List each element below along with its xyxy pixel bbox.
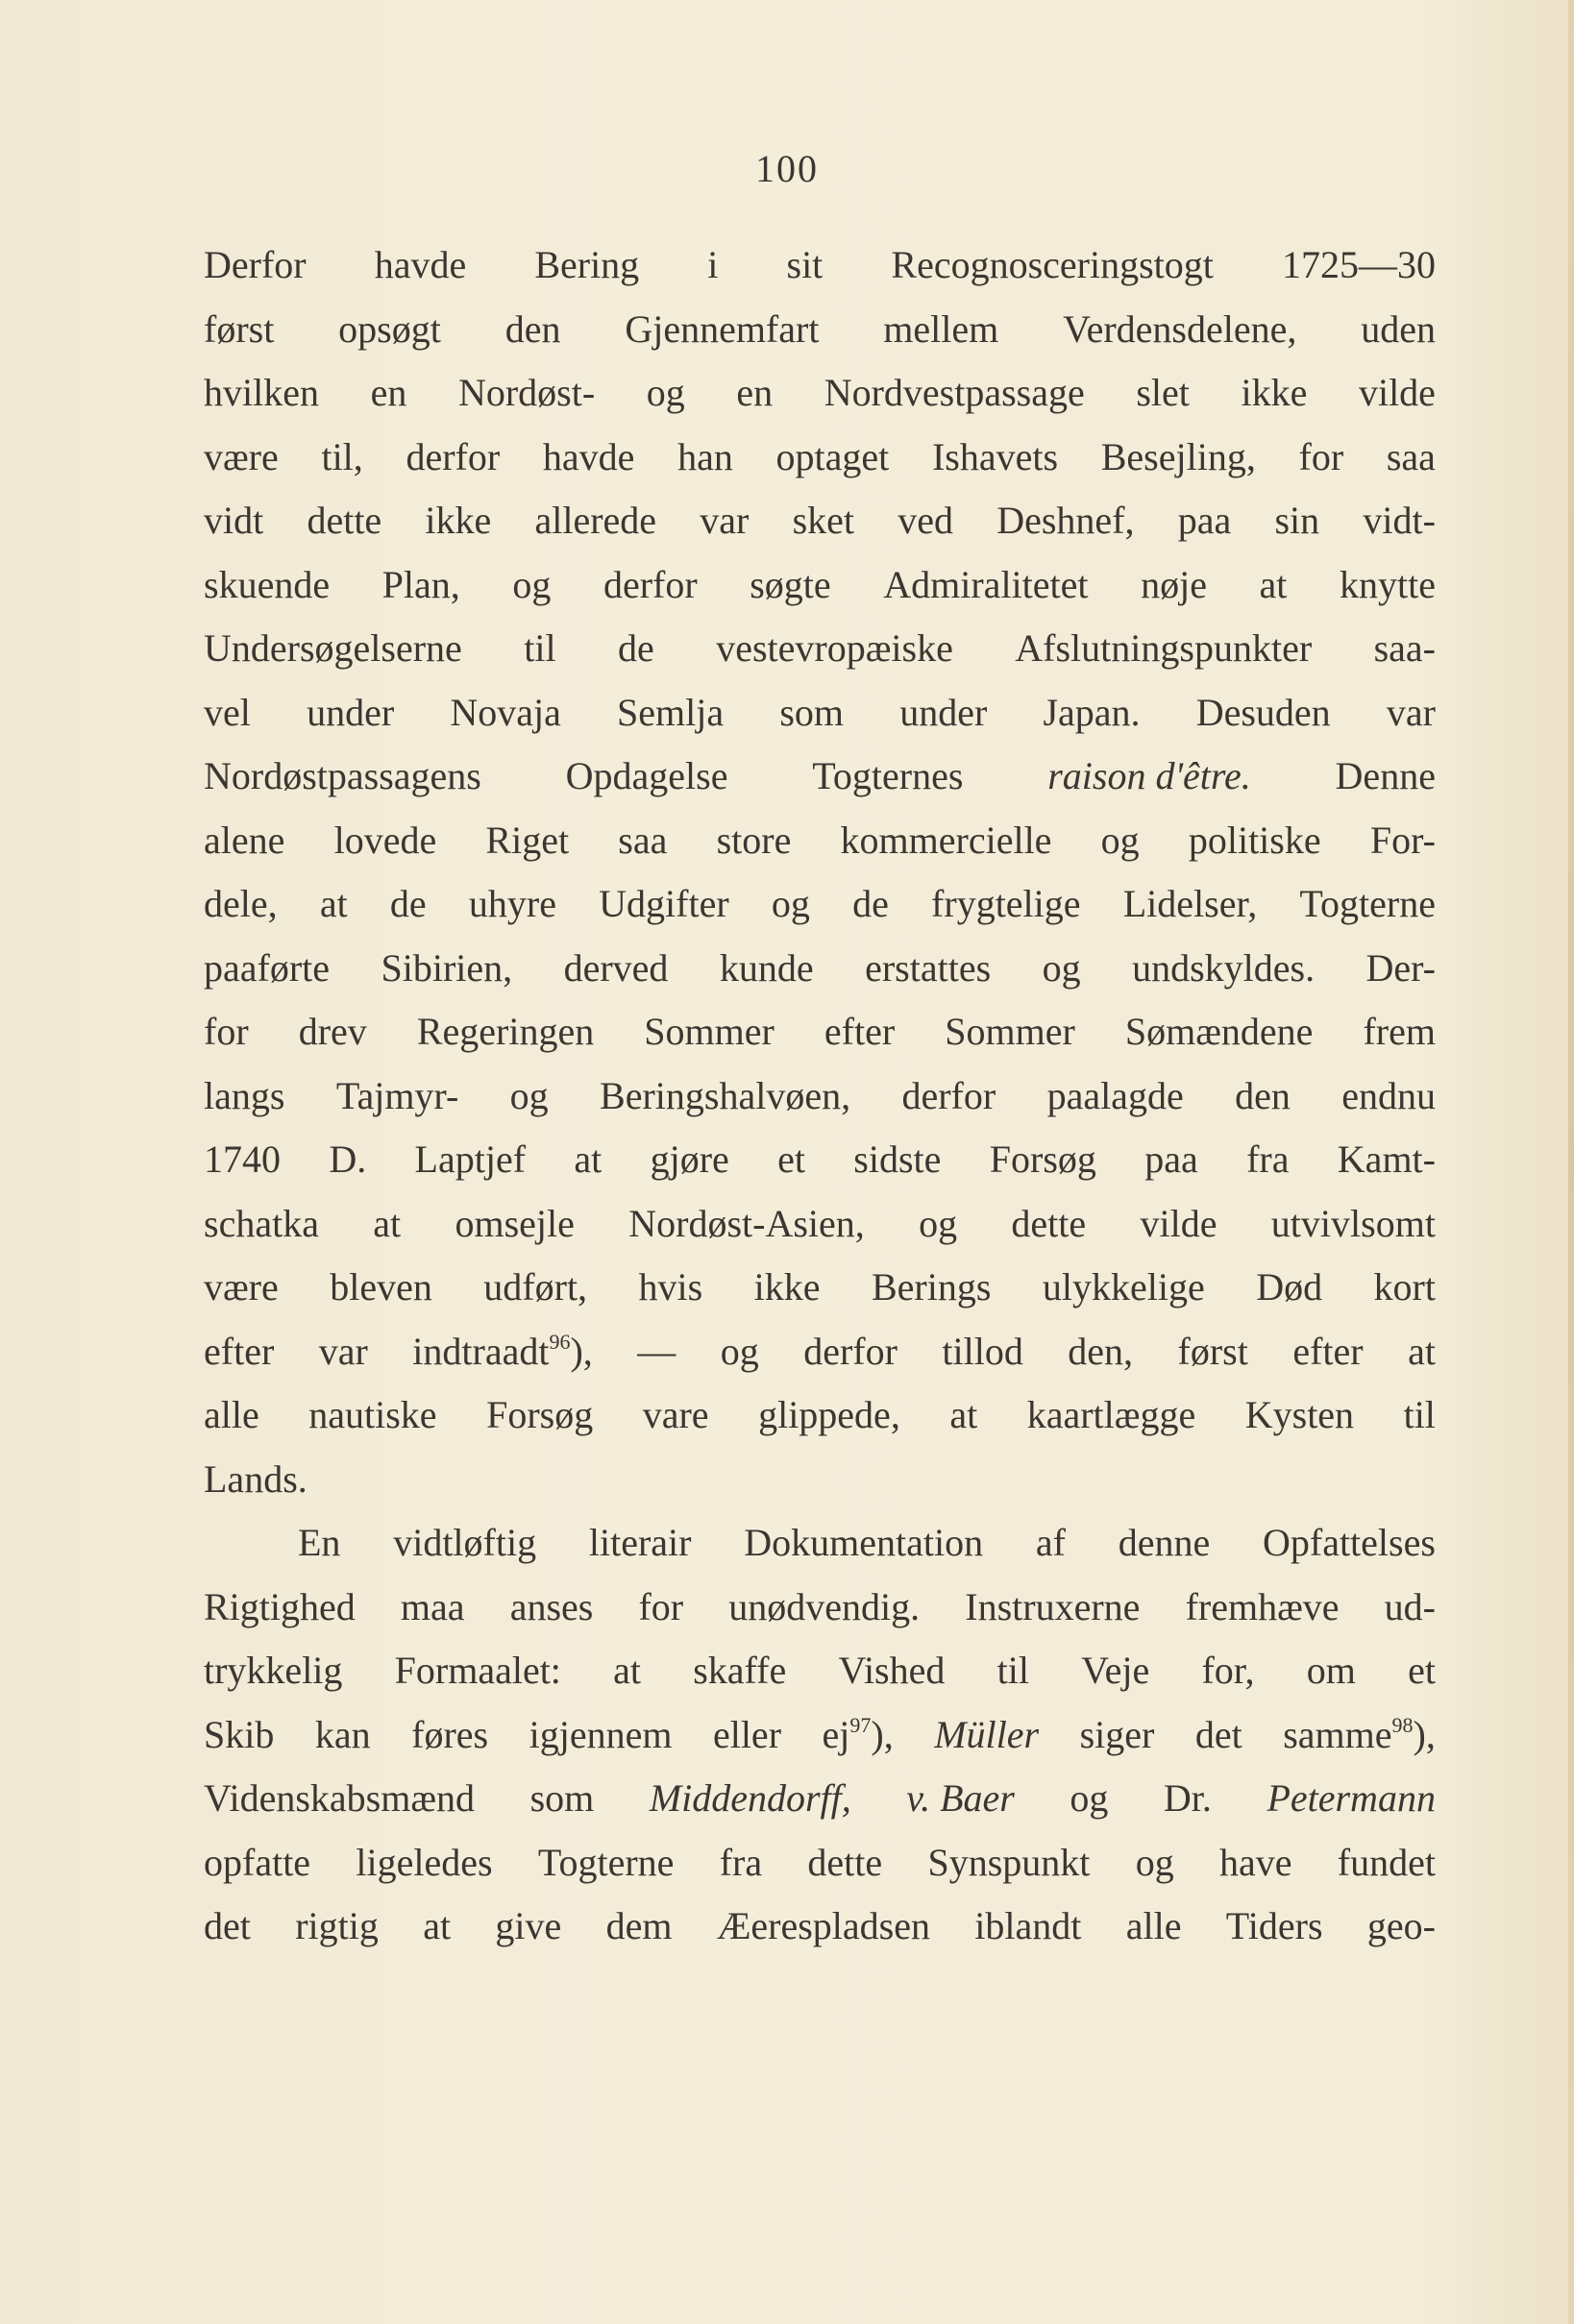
text-line: være til, derfor havde han optaget Ishavets Besejling, for saa: [204, 434, 1436, 478]
text-line: Nordøstpassagens Opdagelse Togternes raison d'être. Denne: [204, 745, 1436, 809]
text-line: alle nautiske Forsøg vare glippede, at kaartlægge Kysten til: [204, 1393, 1436, 1436]
text-line: vidt dette ikke allerede var sket ved Deshnef, paa sin vidt-: [204, 499, 1436, 542]
text-line: Rigtighed maa anses for unødvendig. Instruxerne fremhæve ud-: [204, 1584, 1436, 1628]
text-line: være bleven udført, hvis ikke Berings ulykkelige Død kort: [204, 1265, 1436, 1309]
text-line: trykkelig Formaalet: at skaffe Vished til Veje for, om et: [204, 1649, 1436, 1692]
text-line: vel under Novaja Semlja som under Japan. Desuden var: [204, 690, 1436, 734]
text-line: 1740 D. Laptjef at gjøre et sidste Forsøg paa fra Kamt-: [204, 1138, 1436, 1181]
italic-name: Müller: [934, 1712, 1040, 1756]
text-line: først opsøgt den Gjennemfart mellem Verdensdelene, uden: [204, 306, 1436, 351]
text-line: langs Tajmyr- og Beringshalvøen, derfor paalagde den endnu: [204, 1073, 1436, 1117]
footnote-ref: 97: [849, 1712, 872, 1737]
footnote-ref: 98: [1391, 1712, 1414, 1737]
text-line: Skib kan føres igjennem eller $ej^{97}$), Müller siger det samme$^{98}$),: [204, 1703, 1436, 1768]
text-line: Videnskabsmænd som Middendorff, v. Baer og Dr. Petermann: [204, 1767, 1436, 1831]
body-text: [204, 233, 1436, 1959]
footnote-ref: 96: [549, 1329, 571, 1354]
text-line: alene lovede Riget saa store kommercielle og politiske For-: [204, 818, 1436, 862]
text-line: Lands.: [204, 1456, 307, 1501]
text-line: det rigtig at give dem Æerespladsen iblandt alle Tiders geo-: [204, 1904, 1436, 1947]
text-line: En vidtløftig literair Dokumentation af denne Opfattelses: [298, 1521, 1436, 1564]
text-line: for drev Regeringen Sommer efter Sommer Sømændene frem: [204, 1010, 1436, 1053]
text-line: efter var indtraadt$^{96}$), — og derfor tillod den, først efter at: [204, 1329, 1436, 1373]
text-line: opfatte ligeledes Togterne fra dette Synspunkt og have fundet: [204, 1840, 1436, 1884]
page-number: 100: [755, 147, 819, 190]
text-line: Derfor havde Bering i sit Recognosceringstogt 1725—30: [204, 243, 1436, 286]
text-line: skuende Plan, og derfor søgte Admiralitetet nøje at knytte: [204, 562, 1436, 606]
italic-name: v. Baer: [906, 1776, 1015, 1820]
text-line: dele, at de uhyre Udgifter og de frygtelige Lidelser, Togterne: [204, 882, 1436, 925]
text-line: hvilken en Nordøst- og en Nordvestpassage slet ikke vilde: [204, 371, 1436, 414]
text-line: Undersøgelserne til de vestevropæiske Afslutningspunkter saa-: [204, 626, 1436, 670]
text-line: paaførte Sibirien, derved kunde erstattes og undskyldes. Der-: [204, 945, 1436, 990]
italic-phrase: raison d'être.: [1047, 754, 1251, 797]
italic-name: Petermann: [1267, 1776, 1436, 1820]
italic-name: Middendorff,: [649, 1776, 851, 1820]
text-line: schatka at omsejle Nordøst-Asien, og dette vilde utvivlsomt: [204, 1201, 1436, 1245]
page-edge: [1568, 0, 1574, 2324]
